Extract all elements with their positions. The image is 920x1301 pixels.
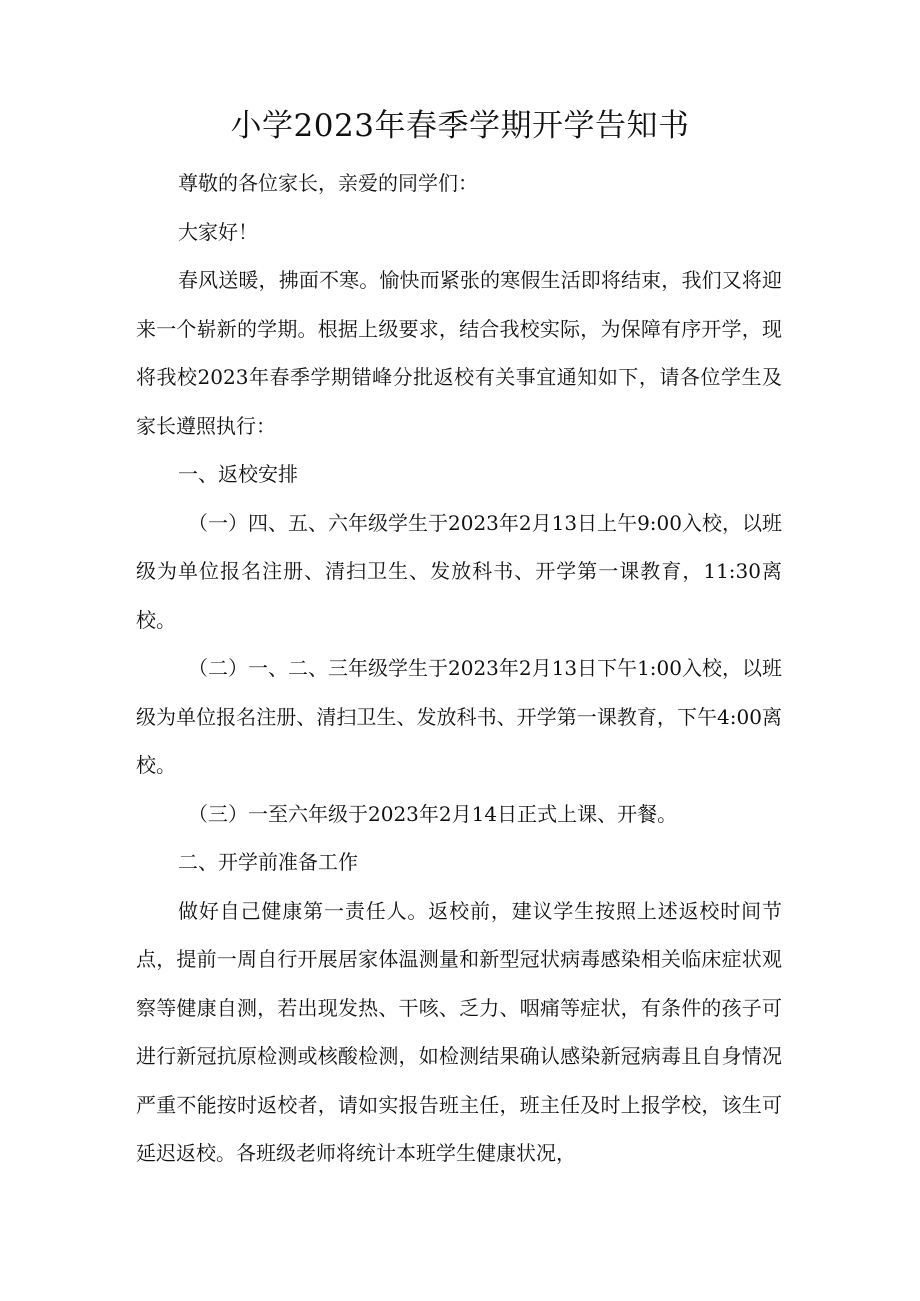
return-arrangement-item-2: （二）一、二、三年级学生于2023年2月13日下午1:00入校，以班级为单位报名注册、清扫卫生、发放科书、开学第一课教育，下午4:00离校。 [136,656,782,777]
document-body [136,159,782,1178]
greeting: 大家好！ [178,219,258,244]
preparation-paragraph: 做好自己健康第一责任人。返校前，建议学生按照上述返校时间节点，提前一周自行开展居家体温测量和新型冠状病毒感染相关临床症状观察等健康自测，若出现发热、干咳、乏力、咽痛等症状，有条件的孩子可进行新冠抗原检测或核酸检测，如检测结果确认感染新冠病毒且自身情况严重不能按时返校者，请如实报告班主任，班主任及时上报学校，该生可延迟返校。各班级老师将统计本班学生健康状况， [136,898,782,1165]
salutation: 尊敬的各位家长，亲爱的同学们： [178,171,478,195]
intro-paragraph: 春风送暖，拂面不寒。愉快而紧张的寒假生活即将结束，我们又将迎来一个崭新的学期。根据上级要求，结合我校实际，为保障有序开学，现将我校2023年春季学期错峰分批返校有关事宜通知如下，请各位学生及家长遵照执行： [136,268,782,438]
return-arrangement-item-1: （一）四、五、六年级学生于2023年2月13日上午9:00入校，以班级为单位报名注册、清扫卫生、发放科书、开学第一课教育，11:30离校。 [136,510,782,632]
section-heading-return-arrangement: 一、返校安排 [178,462,298,486]
section-heading-preparation: 二、开学前准备工作 [178,850,358,874]
document-title: 小学2023年春季学期开学告知书 [230,108,690,144]
return-arrangement-item-3: （三）一至六年级于2023年2月14日正式上课、开餐。 [188,801,678,826]
